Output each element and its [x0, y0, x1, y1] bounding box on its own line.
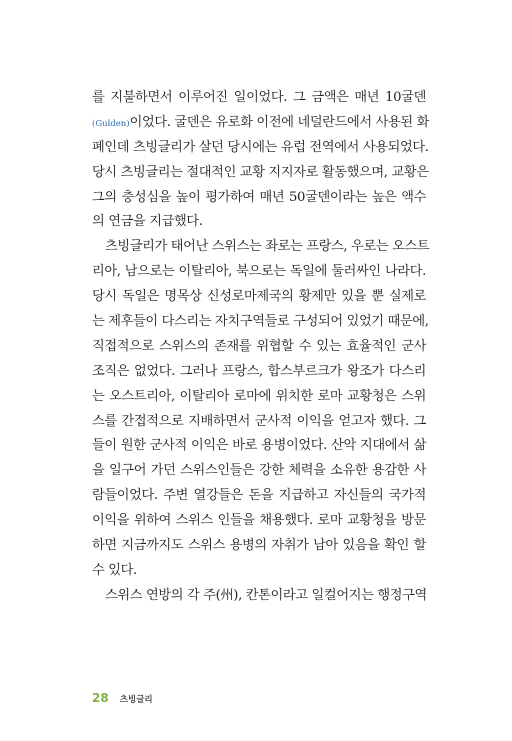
text-line-7: 츠빙글리가 태어난 스위스는 좌로는 프랑스, 우로는 오스트 — [105, 239, 430, 255]
text-line-2-main: 이었다. 굴덴은 유로화 이전에 네덜란드에서 사용된 화 — [129, 114, 430, 130]
text-line-15: 들이 원한 군사적 이익은 바로 용병이었다. 산악 지대에서 삶 — [92, 438, 426, 454]
text-line-2 — [92, 111, 430, 136]
text-line-3: 폐인데 츠빙글리가 살던 당시에는 유럽 전역에서 사용되었다. — [92, 139, 429, 155]
page-footer — [92, 689, 153, 705]
text-line-1: 를 지불하면서 이루어진 일이었다. 그 금액은 매년 10굴덴 — [92, 90, 426, 105]
text-line-19: 하면 지금까지도 스위스 용병의 자취가 남아 있음을 확인 할 — [92, 538, 426, 554]
page-number: 28 — [92, 691, 109, 705]
text-line-10: 는 제후들이 다스리는 자치구역들로 구성되어 있었기 때문에, — [92, 314, 429, 330]
text-line-6: 의 연금을 지급했다. — [92, 214, 203, 230]
text-line-20: 수 있다. — [92, 562, 137, 578]
text-line-18: 이익을 위하여 스위스 인들을 채용했다. 로마 교황청을 방문 — [92, 513, 426, 529]
text-line-21: 스위스 연방의 각 주(州), 칸톤이라고 일컬어지는 행정구역 — [105, 587, 427, 603]
text-line-9: 당시 독일은 명목상 신성로마제국의 황제만 있을 뿐 실제로 — [92, 289, 426, 305]
text-line-5: 그의 충성심을 높이 평가하여 매년 50굴덴이라는 높은 액수 — [92, 189, 426, 205]
text-line-13: 는 오스트리아, 이탈리아 로마에 위치한 로마 교황청은 스위 — [92, 388, 426, 404]
text-line-4: 당시 츠빙글리는 절대적인 교황 지지자로 활동했으며, 교황은 — [92, 164, 429, 180]
running-title: 츠빙글리 — [119, 695, 153, 705]
text-line-16: 을 일구어 가던 스위스인들은 강한 체력을 소유한 용감한 사 — [92, 463, 426, 479]
body-text — [92, 86, 430, 609]
text-line-11: 직접적으로 스위스의 존재를 위협할 수 있는 효율적인 군사 — [92, 338, 426, 354]
text-line-8: 리아, 남으로는 이탈리아, 북으로는 독일에 둘러싸인 나라다. — [92, 264, 426, 280]
text-line-14: 스를 간접적으로 지배하면서 군사적 이익을 얻고자 했다. 그 — [92, 413, 426, 429]
gulden-annotation: (Gulden) — [92, 118, 130, 129]
text-line-17: 람들이었다. 주변 열강들은 돈을 지급하고 자신들의 국가적 — [92, 488, 426, 504]
text-line-12: 조직은 없었다. 그러나 프랑스, 합스부르크가 왕조가 다스리 — [92, 363, 426, 379]
